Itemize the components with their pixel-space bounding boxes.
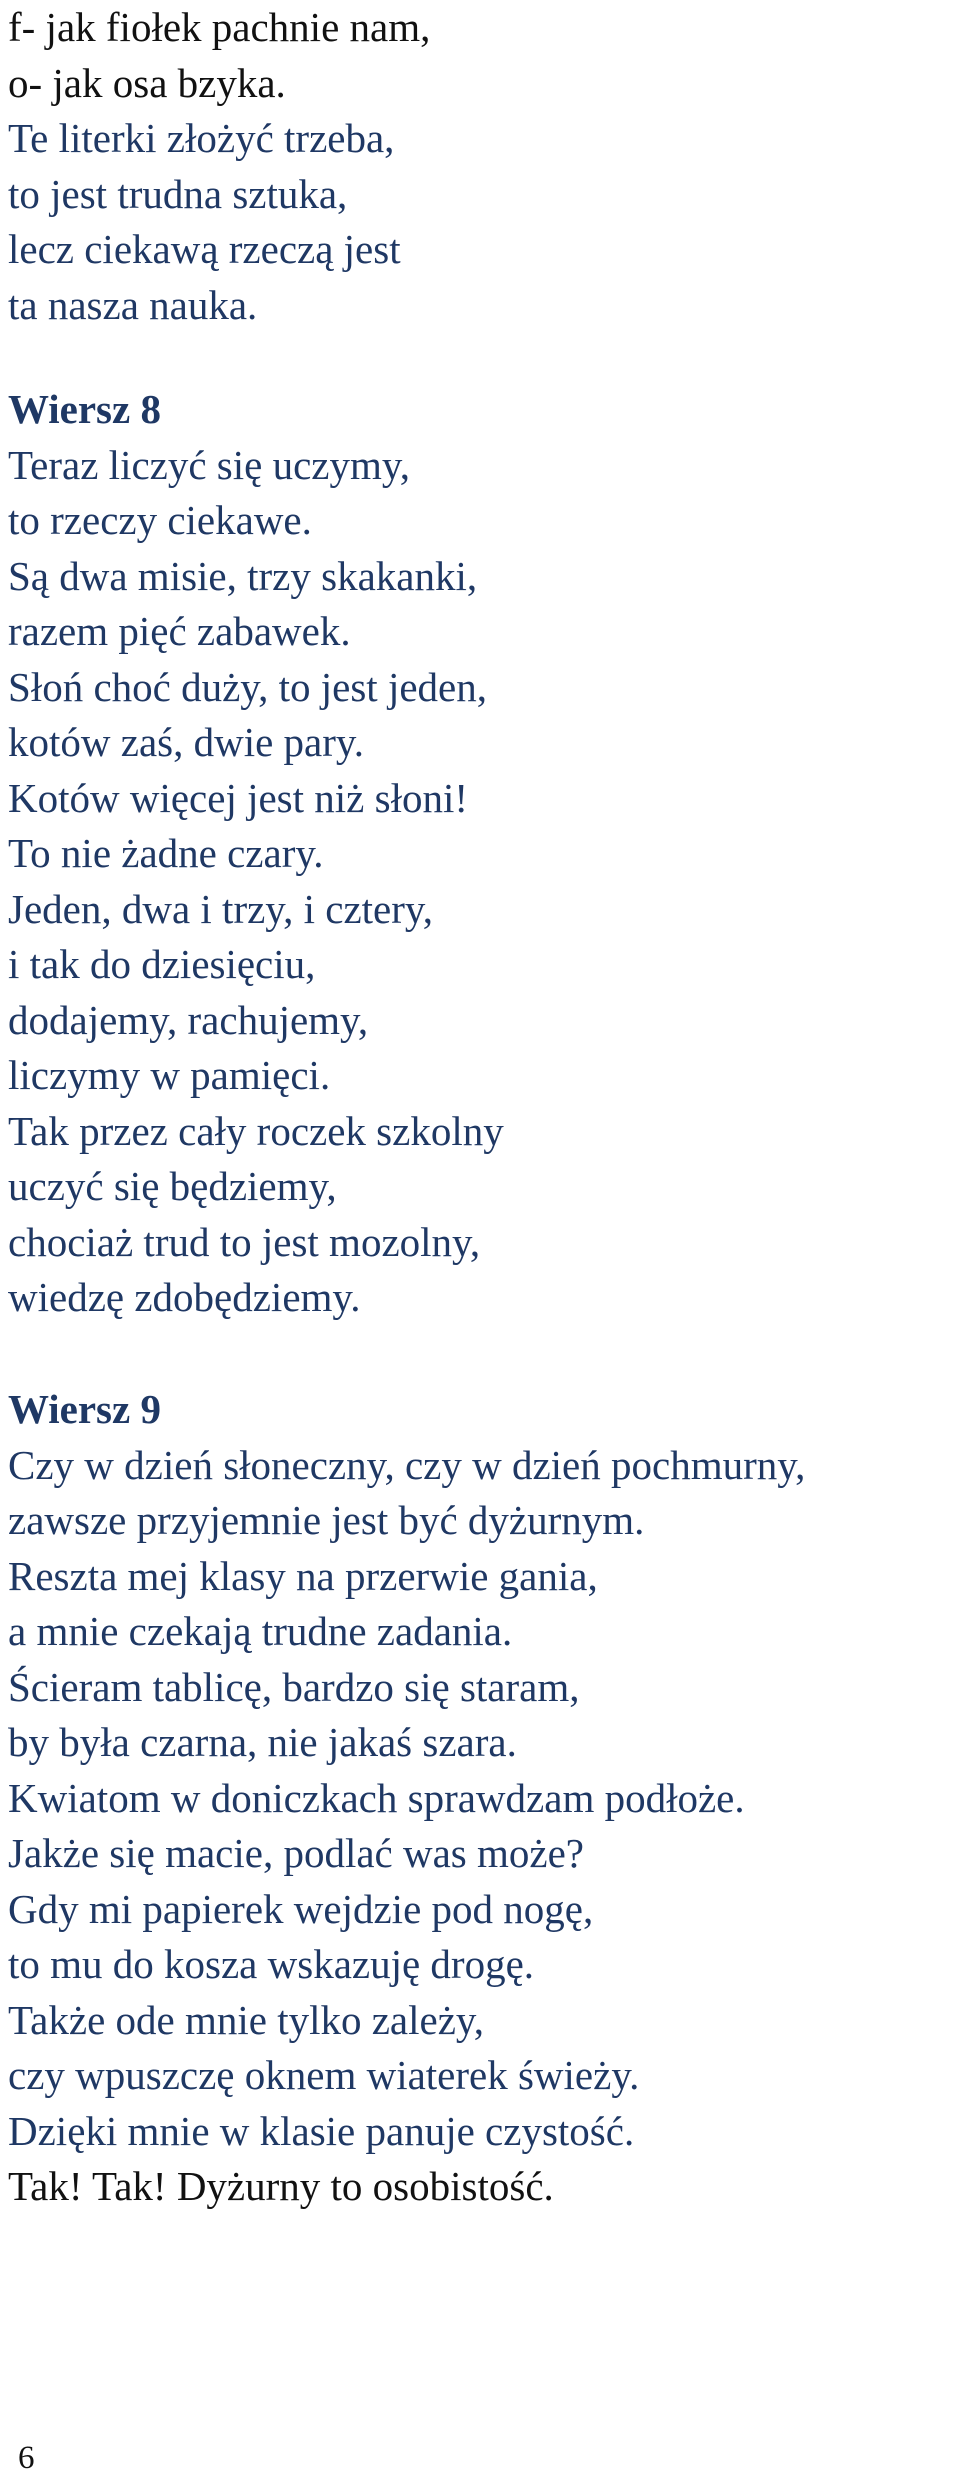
poem-wiersz-8 [8, 382, 504, 1326]
poem-heading: Wiersz 9 [8, 1386, 161, 1432]
poem-line: dodajemy, rachujemy, [8, 996, 369, 1043]
poem-line: To nie żadne czary. [8, 830, 324, 876]
poem-line: o- jak osa bzyka. [8, 59, 286, 106]
poem-line: to rzeczy ciekawe. [8, 497, 312, 543]
poem-line: Są dwa misie, trzy skakanki, [8, 552, 478, 599]
poem-wiersz-9 [8, 1382, 805, 2215]
poem-line: Ścieram tablicę, bardzo się staram, [8, 1663, 580, 1710]
poem-line: i tak do dziesięciu, [8, 941, 316, 987]
poem-line: to mu do kosza wskazuję drogę. [8, 1941, 535, 1987]
poem-line: a mnie czekają trudne zadania. [8, 1608, 513, 1654]
poem-line: zawsze przyjemnie jest być dyżurnym. [8, 1497, 645, 1543]
poem-line: Jakże się macie, podlać was może? [8, 1830, 585, 1876]
poem-line: chociaż trud to jest mozolny, [8, 1218, 481, 1265]
poem-line: razem pięć zabawek. [8, 608, 351, 654]
poem-line: lecz ciekawą rzeczą jest [8, 226, 401, 272]
poem-line: Teraz liczyć się uczymy, [8, 441, 410, 488]
poem-line: Kwiatom w doniczkach sprawdzam podłoże. [8, 1774, 745, 1821]
poem-line: Gdy mi papierek wejdzie pod nogę, [8, 1885, 594, 1932]
poem-line: by była czarna, nie jakaś szara. [8, 1719, 517, 1765]
poem-line: Czy w dzień słoneczny, czy w dzień pochmurny, [8, 1441, 806, 1488]
poem-line: Reszta mej klasy na przerwie gania, [8, 1552, 598, 1599]
poem-line: ta nasza nauka. [8, 281, 258, 328]
poem-line: wiedzę zdobędziemy. [8, 1274, 361, 1320]
poem-line: to jest trudna sztuka, [8, 170, 348, 217]
poem-line: Jeden, dwa i trzy, i cztery, [8, 885, 433, 932]
poem-line: Dzięki mnie w klasie panuje czystość. [8, 2107, 635, 2154]
poem-line: czy wpuszczę oknem wiaterek świeży. [8, 2052, 640, 2098]
poem-line: uczyć się będziemy, [8, 1163, 337, 1209]
poem-line: Te literki złożyć trzeba, [8, 115, 395, 161]
poem-line: liczymy w pamięci. [8, 1052, 331, 1098]
page-number: 6 [18, 2440, 35, 2476]
poem-line: Słoń choć duży, to jest jeden, [8, 663, 487, 710]
poem-line: Kotów więcej jest niż słoni! [8, 774, 469, 821]
poem-line: f- jak fiołek pachnie nam, [8, 4, 431, 50]
poem-continuation [8, 0, 430, 333]
poem-line: kotów zaś, dwie pary. [8, 719, 364, 765]
poem-line: Tak przez cały roczek szkolny [8, 1107, 504, 1154]
poem-line: Tak! Tak! Dyżurny to osobistość. [8, 2163, 554, 2209]
poem-heading: Wiersz 8 [8, 386, 161, 432]
poem-line: Także ode mnie tylko zależy, [8, 1996, 485, 2043]
